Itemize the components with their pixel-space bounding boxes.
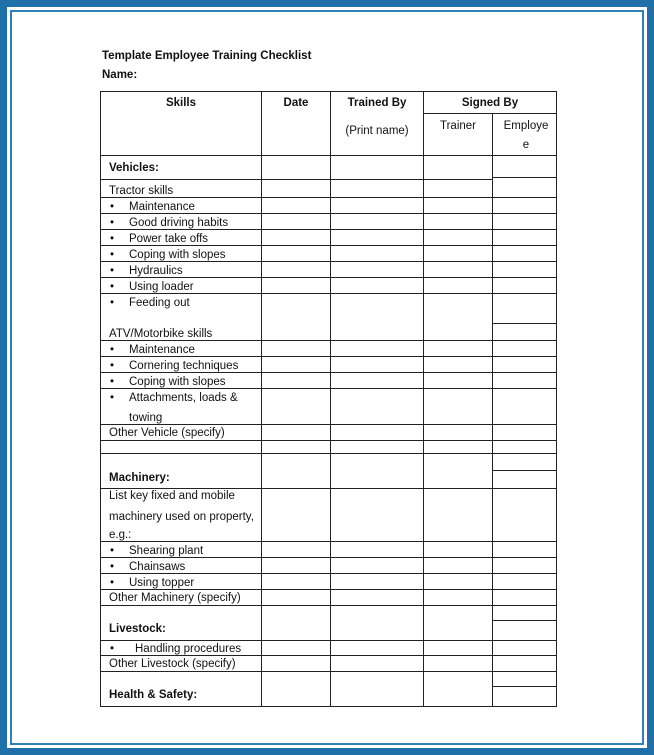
- header-trainer: Trainer: [440, 120, 476, 132]
- header-trained-by: Trained By: [347, 97, 407, 109]
- bullet-icon: •: [110, 281, 115, 293]
- checklist-item: Attachments, loads &: [129, 392, 238, 404]
- bullet-icon: •: [110, 360, 115, 372]
- checklist-item: ATV/Motorbike skills: [109, 328, 213, 340]
- checklist-item: Good driving habits: [129, 217, 229, 229]
- checklist-item: Using topper: [129, 577, 195, 589]
- bullet-icon: •: [110, 561, 115, 573]
- header-skills: Skills: [165, 97, 197, 109]
- header-employee-cont: e: [522, 139, 530, 151]
- bullet-icon: •: [110, 577, 115, 589]
- section-heading: Livestock:: [109, 623, 166, 635]
- section-heading: Health & Safety:: [109, 689, 198, 701]
- checklist-item: Tractor skills: [109, 185, 174, 197]
- bullet-icon: •: [110, 233, 115, 245]
- checklist-item: Other Machinery (specify): [109, 592, 241, 604]
- bullet-icon: •: [110, 344, 115, 356]
- checklist-item: e.g.:: [109, 529, 132, 541]
- bullet-icon: •: [110, 392, 115, 404]
- bullet-icon: •: [110, 643, 115, 655]
- checklist-item: machinery used on property,: [109, 511, 254, 523]
- checklist-item: Chainsaws: [129, 561, 186, 573]
- checklist-item: Other Livestock (specify): [109, 658, 236, 670]
- bullet-icon: •: [110, 545, 115, 557]
- checklist-item: Other Vehicle (specify): [109, 427, 225, 439]
- checklist-item: Using loader: [129, 281, 194, 293]
- bullet-icon: •: [110, 376, 115, 388]
- header-employee: Employe: [503, 120, 549, 132]
- section-heading: Vehicles:: [109, 162, 159, 174]
- checklist-item: Maintenance: [129, 201, 195, 213]
- document-title: Template Employee Training Checklist: [102, 50, 312, 62]
- row-labels: [109, 162, 254, 701]
- checklist-item: Handling procedures: [135, 643, 242, 655]
- checklist-item: Coping with slopes: [129, 249, 226, 261]
- header-date: Date: [283, 97, 309, 109]
- checklist-item: Cornering techniques: [129, 360, 239, 372]
- bullet-icon: •: [110, 217, 115, 229]
- checklist-item: Power take offs: [129, 233, 209, 245]
- checklist-item: Feeding out: [129, 297, 190, 309]
- bullet-icon: •: [110, 201, 115, 213]
- bullet-icon: •: [110, 249, 115, 261]
- checklist-item: Maintenance: [129, 344, 195, 356]
- header-print-name: (Print name): [345, 125, 409, 137]
- checklist-item: towing: [129, 412, 163, 424]
- checklist-item: Coping with slopes: [129, 376, 226, 388]
- header-signed-by: Signed By: [461, 97, 519, 109]
- bullet-icon: •: [110, 297, 115, 309]
- name-label: Name:: [102, 69, 138, 81]
- bullet-icon: •: [110, 265, 115, 277]
- checklist-item: Shearing plant: [129, 545, 204, 557]
- section-heading: Machinery:: [109, 472, 170, 484]
- checklist-item: Hydraulics: [129, 265, 183, 277]
- checklist-item: List key fixed and mobile: [109, 490, 235, 502]
